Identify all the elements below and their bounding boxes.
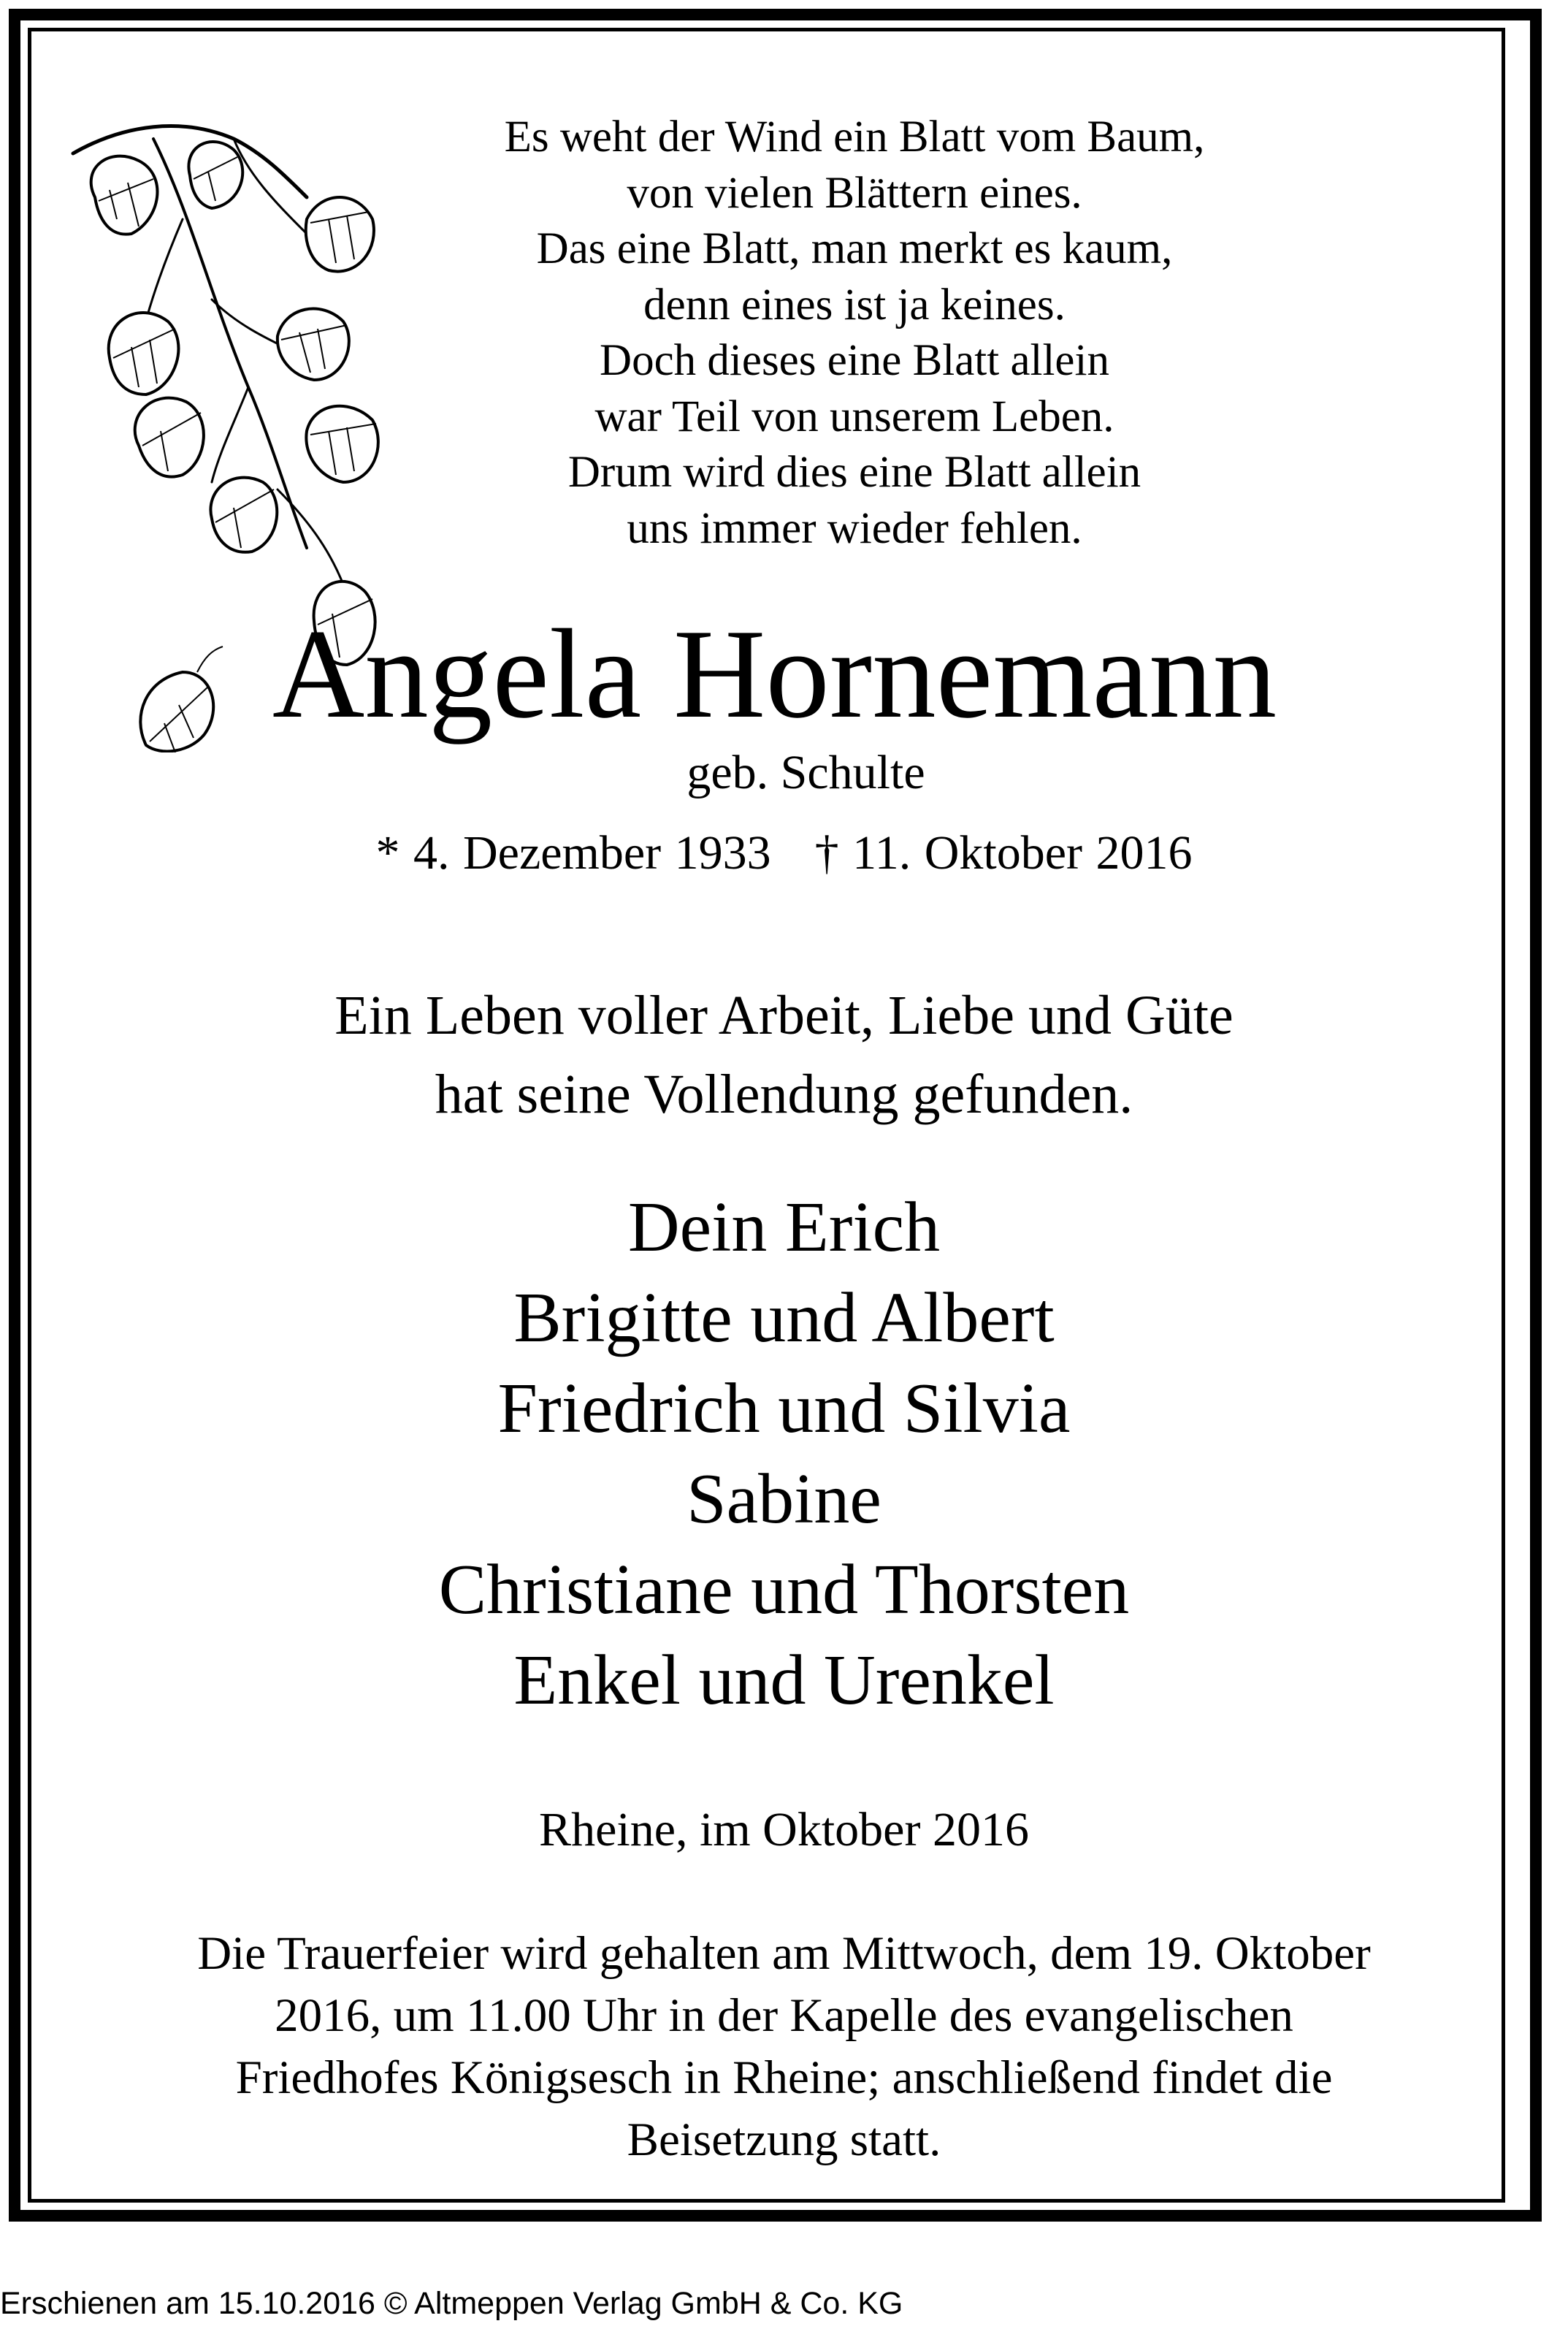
funeral-line: Die Trauerfeier wird gehalten am Mittwoch, dem 19. Oktober <box>197 1927 1371 1980</box>
family-member: Christiane und Thorsten <box>438 1550 1130 1629</box>
funeral-notice <box>0 1923 1568 2171</box>
family-member: Enkel und Urenkel <box>513 1641 1055 1720</box>
family-member: Friedrich und Silvia <box>497 1369 1071 1448</box>
funeral-line: Beisetzung statt. <box>627 2113 941 2166</box>
family-member: Sabine <box>687 1460 881 1539</box>
tribute-text <box>0 976 1568 1134</box>
place-date: Rheine, im Oktober 2016 <box>539 1803 1029 1856</box>
poem-line: Es weht der Wind ein Blatt vom Baum, <box>504 113 1205 161</box>
tribute-line: Ein Leben voller Arbeit, Liebe und Güte <box>334 985 1234 1046</box>
family-member: Brigitte und Albert <box>513 1278 1055 1357</box>
birth-date: * 4. Dezember 1933 <box>375 826 771 880</box>
funeral-line: Friedhofes Königsesch in Rheine; anschließend findet die <box>235 2051 1333 2104</box>
poem-line: Das eine Blatt, man merkt es kaum, <box>536 224 1173 273</box>
death-date: † 11. Oktober 2016 <box>814 826 1193 880</box>
family-list <box>0 1182 1568 1726</box>
poem-line: von vielen Blättern eines. <box>627 168 1082 218</box>
life-dates <box>0 824 1568 883</box>
tribute-line: hat seine Vollendung gefunden. <box>435 1064 1133 1125</box>
poem-line: Doch dieses eine Blatt allein <box>600 336 1109 385</box>
poem-line: Drum wird dies eine Blatt allein <box>567 448 1141 497</box>
poem-line: denn eines ist ja keines. <box>643 280 1066 329</box>
funeral-line: 2016, um 11.00 Uhr in der Kapelle des evangelischen <box>275 1989 1293 2042</box>
poem-line: uns immer wieder fehlen. <box>627 503 1082 553</box>
poem <box>482 110 1227 557</box>
family-member: Dein Erich <box>627 1188 941 1267</box>
publication-footer: Erschienen am 15.10.2016 © Altmeppen Verlag GmbH & Co. KG <box>0 2286 903 2321</box>
maiden-name: geb. Schulte <box>687 746 925 799</box>
poem-line: war Teil von unserem Leben. <box>594 392 1114 441</box>
deceased-name: Angela Hornemann <box>272 603 1277 744</box>
